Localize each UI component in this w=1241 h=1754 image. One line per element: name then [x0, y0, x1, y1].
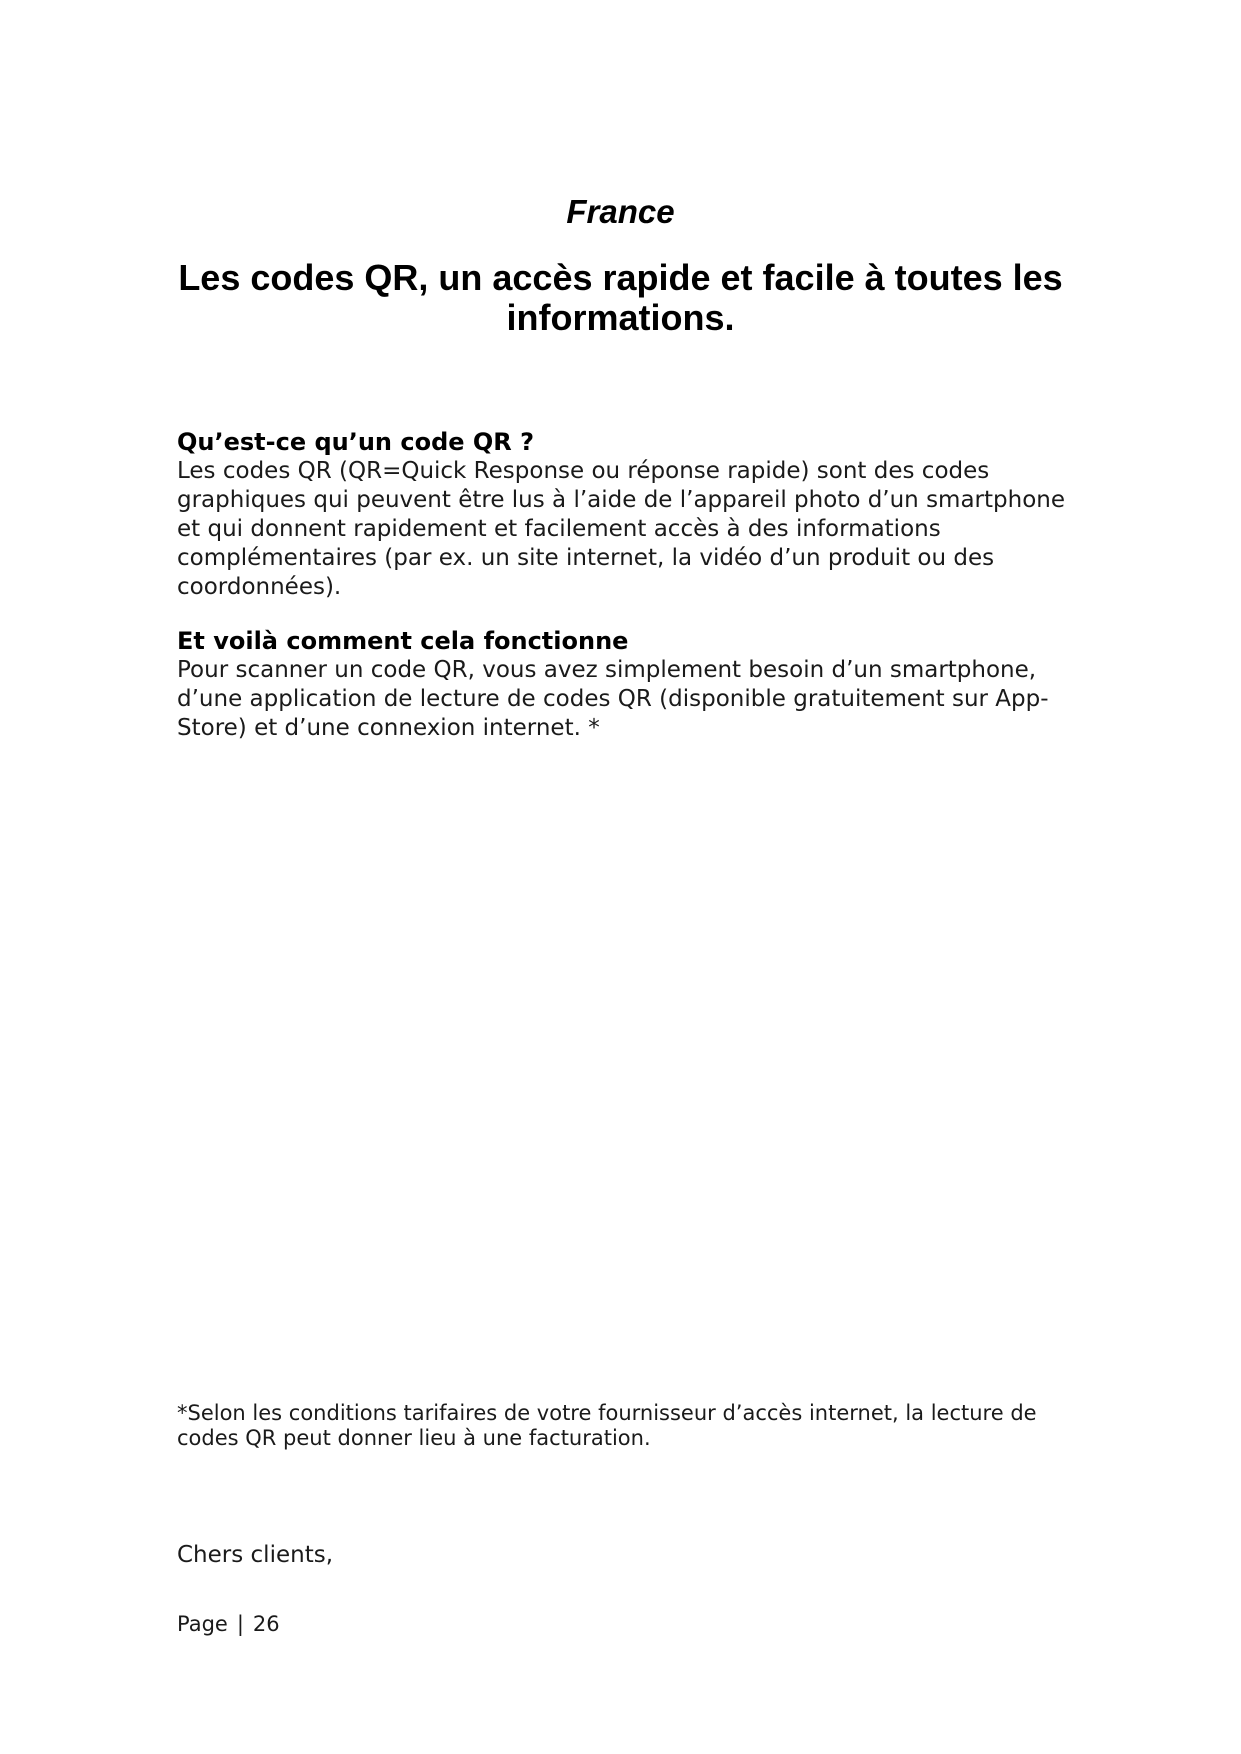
section-what-is-qr — [177, 428, 1077, 602]
page-separator: | — [236, 1612, 244, 1636]
page-number: 26 — [252, 1612, 280, 1636]
section-body: Les codes QR (QR=Quick Response ou réponse rapide) sont des codes graphiques qui peuvent être lus à l’aide de l’appareil photo d’un smartphone et qui donnent rapidement et facilement accès à des informations complémentaires (par ex. un site internet, la vidéo d’un produit ou des coordonnées). — [177, 458, 1066, 600]
footnote: *Selon les conditions tarifaires de votre fournisseur d’accès internet, la lecture de codes QR peut donner lieu à une facturation. — [177, 1401, 1037, 1450]
page-label: Page — [177, 1612, 228, 1636]
page-footer — [177, 1611, 280, 1637]
greeting: Chers clients, — [177, 1542, 334, 1568]
section-heading: Qu’est-ce qu’un code QR ? — [177, 428, 535, 456]
section-heading: Et voilà comment cela fonctionne — [177, 627, 629, 655]
country-heading: France — [566, 193, 675, 230]
page-title: Les codes QR, un accès rapide et facile à toutes les informations. — [178, 257, 1063, 338]
section-how-it-works — [177, 627, 1077, 743]
section-body: Pour scanner un code QR, vous avez simplement besoin d’un smartphone, d’une application de lecture de codes QR (disponible gratuitement sur App-Store) et d’une connexion internet. * — [177, 657, 1049, 741]
